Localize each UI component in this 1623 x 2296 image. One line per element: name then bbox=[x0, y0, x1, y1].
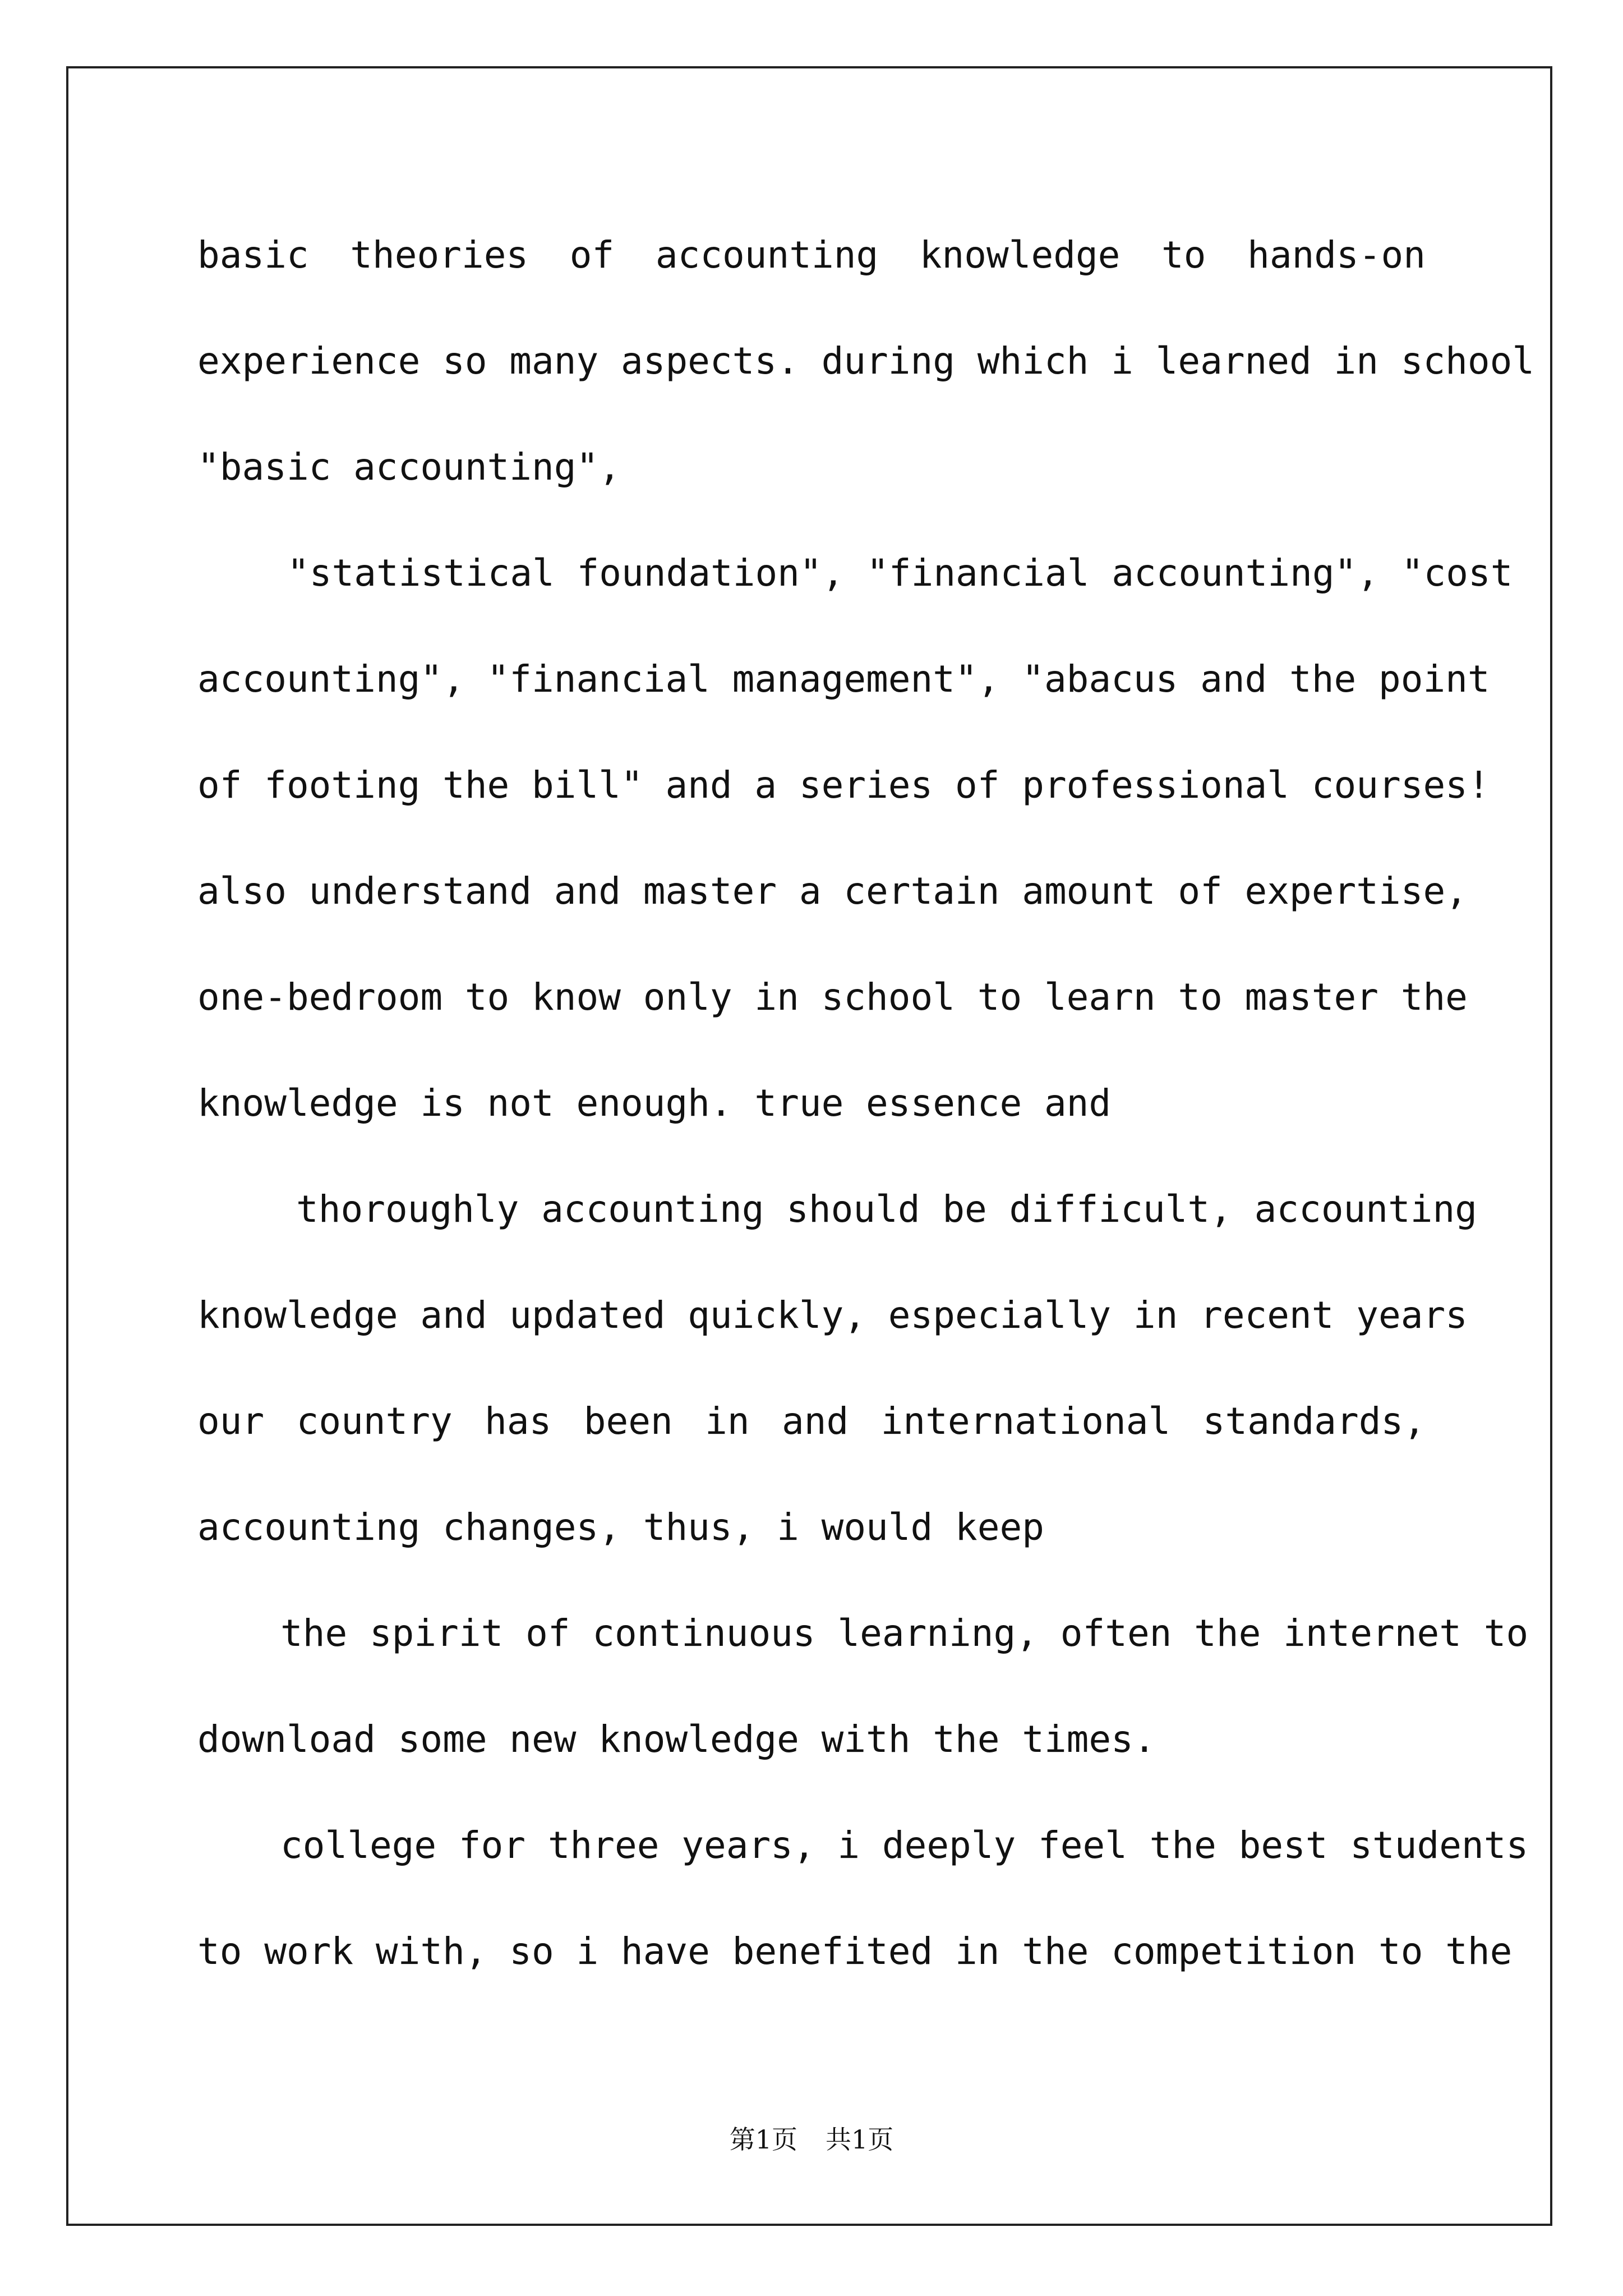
text-line: our country has been in and international standards, bbox=[197, 1400, 1426, 1443]
text-line: one-bedroom to know only in school to learn to master the bbox=[197, 976, 1468, 1019]
text-line: accounting changes, thus, i would keep bbox=[197, 1506, 1044, 1549]
text-line: "statistical foundation", "financial accounting", "cost bbox=[287, 551, 1513, 595]
document-body bbox=[197, 202, 1535, 2004]
text-line: also understand and master a certain amount of expertise, bbox=[197, 869, 1468, 913]
text-line: download some new knowledge with the times. bbox=[197, 1718, 1156, 1761]
text-line: accounting", "financial management", "abacus and the point bbox=[197, 657, 1490, 701]
page-number-current: 第1页 bbox=[729, 2124, 797, 2155]
text-line: thoroughly accounting should be difficult, accounting bbox=[296, 1188, 1477, 1231]
text-line: knowledge and updated quickly, especially in recent years bbox=[197, 1294, 1468, 1337]
text-line: the spirit of continuous learning, often the internet to bbox=[280, 1612, 1529, 1655]
text-line: experience so many aspects. during which i learned in school bbox=[197, 339, 1535, 383]
text-line: to work with, so i have benefited in the competition to the bbox=[197, 1930, 1513, 1973]
page-number-total: 共1页 bbox=[826, 2124, 894, 2155]
text-line: "basic accounting", bbox=[197, 445, 621, 489]
text-line: of footing the bill" and a series of professional courses! bbox=[197, 763, 1490, 807]
page-footer bbox=[0, 2119, 1623, 2156]
text-line: knowledge is not enough. true essence and bbox=[197, 1082, 1112, 1125]
text-line: basic theories of accounting knowledge to hands-on bbox=[197, 233, 1426, 277]
text-line: college for three years, i deeply feel the best students bbox=[280, 1824, 1529, 1867]
